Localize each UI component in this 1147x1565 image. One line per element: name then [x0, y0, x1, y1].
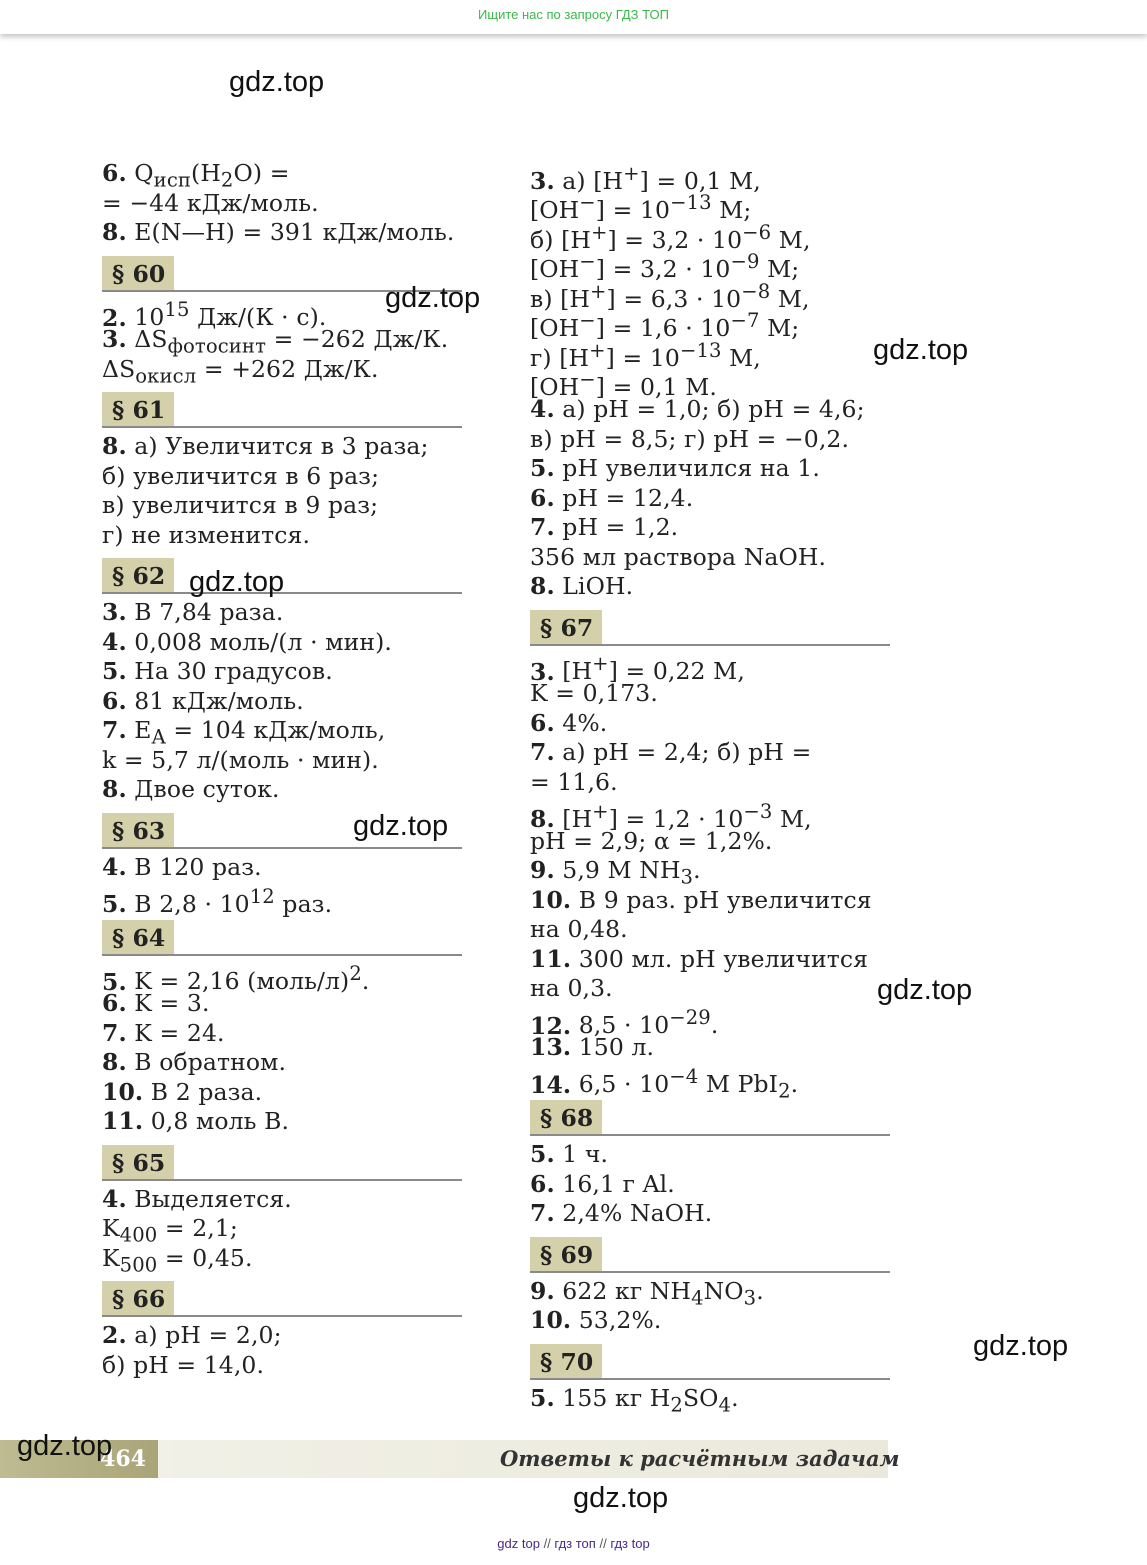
answer-text: 81 кДж/моль. [126, 686, 304, 715]
problem-number: 5. [102, 889, 127, 918]
answer-line [530, 336, 890, 372]
problem-number: 9. [530, 856, 555, 884]
answer-line [530, 1383, 890, 1417]
problem-number: 9. [530, 1276, 555, 1305]
answer-line [530, 1306, 890, 1336]
answer-text: на 0,48. [530, 915, 628, 943]
answer-text: а) [H+] = 0,1 M, [554, 162, 761, 195]
answer-text: В 2 раза. [143, 1077, 263, 1106]
answer-line [102, 432, 462, 462]
answer-line [530, 1276, 890, 1310]
answer-line [530, 543, 890, 573]
watermark: gdz.top [229, 66, 325, 98]
answer-line [102, 960, 462, 996]
answer-line [530, 425, 890, 455]
answer-text: в) pH = 8,5; г) pH = −0,2. [530, 424, 850, 453]
problem-number: 5. [530, 1140, 555, 1168]
problem-number: 7. [102, 716, 127, 744]
answer-text: [H+] = 0,22 M, [554, 652, 745, 686]
link-separator: // [543, 1536, 551, 1551]
answer-text: 4%. [554, 708, 608, 737]
answer-line [102, 1351, 462, 1381]
answer-text: pH = 2,9; α = 1,2%. [530, 826, 773, 855]
problem-number: 2. [102, 303, 127, 332]
answer-line [530, 484, 890, 514]
answer-text: $6,5 \cdot 10^{-4}$ M PbI$_2$. [571, 1065, 799, 1104]
section-number: § 63 [102, 813, 174, 847]
page-number: 464 [0, 1440, 158, 1478]
answer-line [530, 1170, 890, 1200]
answer-text: K = 0,173. [530, 679, 658, 707]
answer-line [530, 189, 890, 225]
answer-line [530, 572, 890, 602]
answer-line [102, 218, 462, 248]
answer-text: На 30 градусов. [126, 657, 333, 685]
answer-text: = −44 кДж/моль. [102, 188, 319, 217]
watermark: gdz.top [189, 566, 285, 598]
answer-line [102, 1048, 462, 1078]
answer-text: 5,9 M $NH_3$. [554, 856, 701, 889]
answer-text: В 120 раз. [126, 852, 262, 881]
problem-number: 8. [530, 804, 555, 833]
section-number: § 61 [102, 392, 174, 426]
answer-line [530, 856, 890, 889]
problem-number: 7. [530, 513, 555, 541]
answer-line [102, 1214, 462, 1247]
answer-line [530, 650, 890, 686]
answer-text: б) $[H^+] = 3,2 \cdot 10^{-6}$ M, [530, 221, 811, 254]
problem-number: 4. [530, 395, 555, 423]
answer-text: $[OH^-] = 3,2 \cdot 10^{-9}$ M; [530, 250, 800, 284]
section-number: § 64 [102, 920, 174, 954]
section-number: § 66 [102, 1281, 174, 1315]
problem-number: 3. [102, 325, 127, 353]
section-number: § 65 [102, 1145, 174, 1179]
answer-text: а) pH = 2,4; б) pH = [554, 738, 812, 766]
answer-line [102, 159, 462, 192]
answer-text: 300 мл. pH увеличится [571, 944, 869, 973]
answer-line [102, 598, 462, 628]
problem-number: 3. [530, 657, 555, 686]
section-header [102, 1279, 462, 1317]
problem-number: 6. [530, 1169, 555, 1198]
problem-number: 8. [102, 432, 127, 460]
problem-number: 5. [530, 454, 555, 482]
answer-text: $E_A = 104$ кДж/моль, [126, 716, 386, 749]
answer-line [102, 746, 462, 776]
problem-number: 5. [530, 1383, 555, 1412]
answer-text: 16,1 г Al. [554, 1169, 675, 1198]
answer-line [530, 974, 890, 1004]
answer-line [102, 354, 462, 388]
answer-line [102, 1019, 462, 1049]
answer-text: В 7,84 раза. [126, 598, 284, 626]
answer-text: 1 ч. [554, 1140, 609, 1168]
answer-line [102, 853, 462, 883]
answer-line [530, 709, 890, 739]
answer-line [102, 882, 462, 918]
answer-text: $K_{400} = 2,1$; [102, 1214, 238, 1247]
section-number: § 67 [530, 610, 602, 644]
problem-number: 8. [102, 775, 127, 803]
answer-text: б) увеличится в 6 раз; [102, 461, 380, 490]
watermark: gdz.top [17, 1430, 113, 1462]
answer-text: $K_{500} = 0,45$. [102, 1243, 253, 1277]
problem-number: 14. [530, 1070, 572, 1099]
watermark: gdz.top [573, 1482, 669, 1514]
problem-number: 10. [102, 1077, 144, 1106]
answer-text: а) Увеличится в 3 раза; [126, 432, 429, 460]
section-number: § 62 [102, 558, 174, 592]
answer-text: 155 кг $H_2SO_4$. [554, 1383, 739, 1417]
answer-line [530, 915, 890, 945]
problem-number: 6. [102, 989, 127, 1017]
section-header [102, 390, 462, 428]
answer-text: Двое суток. [126, 775, 280, 803]
problem-number: 6. [530, 708, 555, 737]
answer-text: E(N—H) = 391 кДж/моль. [126, 218, 455, 246]
answer-text: $\Delta S_{окисл} = +262$ Дж/К. [102, 354, 379, 388]
answer-text: $[OH^-] = 10^{-13}$ M; [530, 191, 752, 225]
answer-line [102, 657, 462, 687]
answers-column-right [530, 159, 890, 1417]
answer-text: $\Delta S_{фотосинт} = -262$ Дж/К. [126, 325, 449, 358]
section-header [102, 1143, 462, 1181]
answer-text: на 0,3. [530, 974, 613, 1002]
answer-line [530, 159, 890, 195]
answer-text: [OH−] = 0,1 M. [530, 368, 717, 402]
answer-line [530, 1140, 890, 1170]
answer-text: в) увеличится в 9 раз; [102, 491, 379, 519]
answer-line [530, 513, 890, 543]
answer-line [530, 1004, 890, 1040]
problem-number: 10. [530, 1306, 572, 1334]
problem-number: 3. [102, 598, 127, 626]
answer-line [530, 454, 890, 484]
answer-line [102, 716, 462, 749]
problem-number: 4. [102, 852, 127, 881]
answer-text: k = 5,7 л/(моль · мин). [102, 745, 379, 774]
problem-number: 4. [102, 1184, 127, 1213]
answer-line [530, 768, 890, 798]
bottom-link[interactable]: гдз top [610, 1536, 650, 1551]
answer-text: K = 3. [126, 989, 210, 1017]
answer-text: pH = 12,4. [554, 483, 694, 512]
answer-text: LiOH. [554, 572, 634, 600]
answer-line [102, 1107, 462, 1137]
section-number: § 70 [530, 1344, 602, 1378]
answer-text: $10^{15}$ Дж/(К · с). [126, 298, 327, 332]
answer-text: 2,4% NaOH. [554, 1199, 713, 1227]
answer-text: 53,2%. [571, 1306, 662, 1334]
answer-text: г) не изменится. [102, 520, 311, 549]
problem-number: 7. [102, 1018, 127, 1047]
answer-line [102, 1321, 462, 1351]
answer-text: K = 2,16 (моль/л)$^2$. [126, 962, 370, 996]
problem-number: 5. [102, 967, 127, 996]
section-header [102, 918, 462, 956]
answer-line [530, 307, 890, 343]
answer-line [102, 189, 462, 219]
answer-line [530, 366, 890, 402]
problem-number: 3. [530, 166, 555, 195]
section-number: § 60 [102, 256, 174, 290]
section-header [530, 608, 890, 646]
answer-text: $[OH^-] = 1,6 \cdot 10^{-7}$ M; [530, 309, 800, 343]
section-header [530, 1235, 890, 1273]
problem-number: 5. [102, 657, 127, 685]
answer-line [530, 1199, 890, 1229]
answer-line [102, 628, 462, 658]
problem-number: 11. [102, 1107, 144, 1135]
answer-line [102, 521, 462, 551]
bottom-links [0, 1536, 1147, 1551]
answer-line [102, 325, 462, 358]
answer-line [530, 827, 890, 857]
answer-text: 0,008 моль/(л · мин). [126, 627, 392, 656]
answer-text: pH = 1,2. [554, 513, 679, 541]
problem-number: 11. [530, 944, 572, 973]
answer-text: 622 кг $NH_4NO_3$. [554, 1276, 764, 1310]
answer-text: В $2,8 \cdot 10^{12}$ раз. [126, 885, 333, 918]
watermark: gdz.top [353, 810, 449, 842]
answer-line [530, 886, 890, 916]
bottom-link[interactable]: гдз топ [554, 1536, 596, 1551]
answer-text: $Q_{исп}(H_2O)$ = [126, 159, 290, 192]
problem-number: 6. [102, 686, 127, 715]
link-separator: // [599, 1536, 607, 1551]
answer-line [530, 797, 890, 833]
section-header [530, 1098, 890, 1136]
watermark: gdz.top [385, 282, 481, 314]
answer-line [530, 277, 890, 313]
problem-number: 8. [530, 572, 555, 600]
problem-number: 2. [102, 1321, 127, 1349]
answer-line [530, 738, 890, 768]
problem-number: 10. [530, 885, 572, 914]
problem-number: 8. [102, 218, 127, 246]
answer-line [530, 945, 890, 975]
problem-number: 7. [530, 1199, 555, 1227]
section-header [530, 1342, 890, 1380]
answer-text: а) pH = 1,0; б) pH = 4,6; [554, 395, 865, 423]
answer-text: $8,5 \cdot 10^{-29}$. [571, 1006, 719, 1040]
answers-column-left [102, 159, 462, 1380]
answer-line [102, 491, 462, 521]
problem-number: 13. [530, 1033, 572, 1061]
answer-line [102, 462, 462, 492]
problem-number: 12. [530, 1011, 572, 1040]
answer-text: = 11,6. [530, 767, 618, 796]
problem-number: 6. [530, 483, 555, 512]
answer-line [530, 218, 890, 254]
answer-text: Выделяется. [126, 1184, 292, 1213]
answer-text: 0,8 моль В. [143, 1107, 290, 1135]
bottom-link[interactable]: gdz top [497, 1536, 540, 1551]
answer-line [530, 395, 890, 425]
problem-number: 6. [102, 159, 127, 187]
watermark: gdz.top [877, 974, 973, 1006]
watermark: gdz.top [973, 1330, 1069, 1362]
running-footer-title: Ответы к расчётным задачам [500, 1446, 900, 1471]
search-hint-banner: Ищите нас по запросу ГДЗ ТОП [0, 0, 1147, 34]
answer-text: б) pH = 14,0. [102, 1350, 265, 1379]
answer-line [102, 687, 462, 717]
answer-text: в) $[H^+] = 6,3 \cdot 10^{-8}$ M, [530, 280, 810, 313]
answer-line [102, 1078, 462, 1108]
answer-line [530, 248, 890, 284]
answer-text: 150 л. [571, 1033, 655, 1061]
answer-line [102, 1243, 462, 1277]
answer-text: $[H^+] = 1,2 \cdot 10^{-3}$ M, [554, 800, 812, 833]
answer-text: а) pH = 2,0; [126, 1321, 282, 1349]
answer-line [102, 775, 462, 805]
answer-line [530, 1063, 890, 1104]
section-number: § 69 [530, 1237, 602, 1271]
answer-line [102, 1185, 462, 1215]
section-number: § 68 [530, 1100, 602, 1134]
problem-number: 4. [102, 627, 127, 656]
answer-text: pH увеличился на 1. [554, 454, 820, 482]
answer-text: K = 24. [126, 1018, 225, 1047]
answer-text: 356 мл раствора NaOH. [530, 542, 827, 571]
problem-number: 7. [530, 738, 555, 766]
problem-number: 8. [102, 1048, 127, 1076]
watermark: gdz.top [873, 334, 969, 366]
answer-text: В 9 раз. pH увеличится [571, 885, 872, 914]
answer-text: г) $[H^+] = 10^{-13}$ M, [530, 339, 761, 372]
answer-text: В обратном. [126, 1048, 287, 1076]
